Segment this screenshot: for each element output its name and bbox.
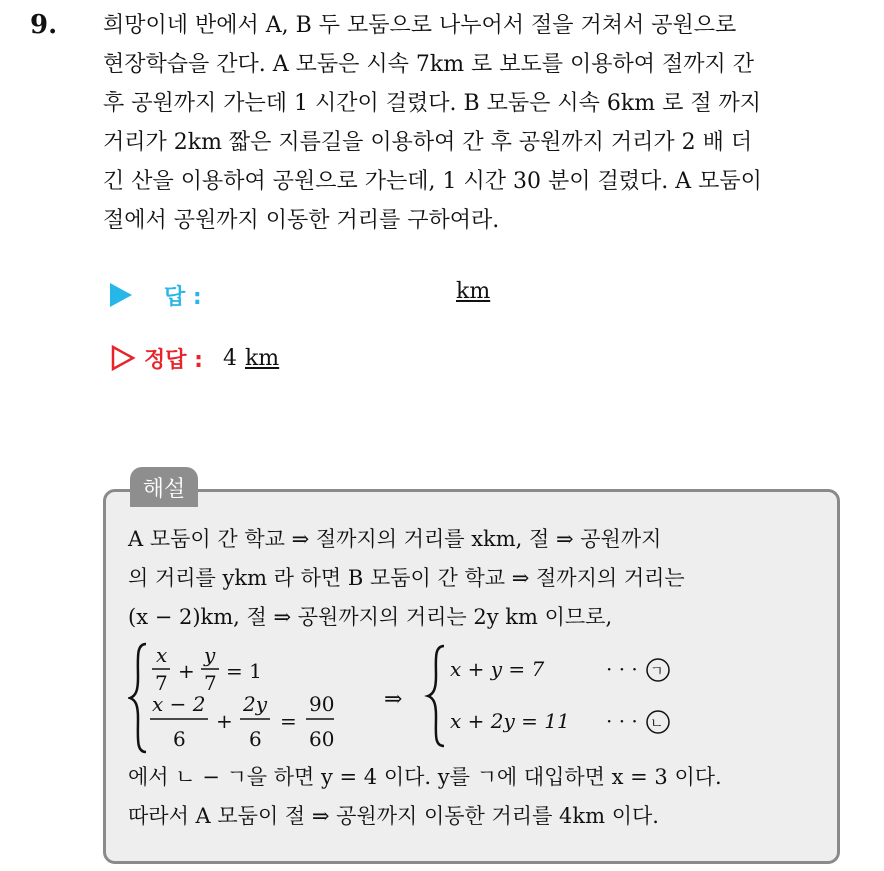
left-brace-icon <box>130 644 146 752</box>
eq-right-1-mark: ㄱ <box>650 664 664 680</box>
eq2-rhs-num: 90 <box>309 692 335 716</box>
question-line: 후 공원까지 가는데 1 시간이 걸렸다. B 모둠은 시속 6km 로 절 까지 <box>103 91 762 116</box>
explanation-line: A 모둠이 간 학교 ⇒ 절까지의 거리를 xkm, 절 ⇒ 공원까지 <box>128 527 662 551</box>
answer-label: 답 : <box>164 284 202 310</box>
eq-right-1-dots: · · · <box>606 657 638 681</box>
explanation-line: 에서 ㄴ − ㄱ을 하면 y = 4 이다. y를 ㄱ에 대입하면 x = 3 이다. <box>128 765 722 789</box>
eq-right-2-dots: · · · <box>606 709 638 733</box>
eq2-equals: = <box>280 709 297 733</box>
explanation-text-bottom <box>128 758 828 836</box>
eq-right-1: x + y = 7 <box>450 657 545 681</box>
eq-right-2: x + 2y = 11 <box>450 709 570 733</box>
eq1-plus: + <box>178 659 195 683</box>
question-text <box>103 6 863 240</box>
eq1-frac1-den: 7 <box>155 671 168 695</box>
correct-answer-row <box>110 340 279 376</box>
correct-triangle-icon <box>110 345 136 371</box>
answer-triangle-icon <box>110 283 132 307</box>
explanation-line: (x − 2)km, 절 ⇒ 공원까지의 거리는 2y km 이므로, <box>128 605 613 629</box>
answer-row <box>110 277 491 313</box>
answer-unit: km <box>456 279 491 304</box>
eq1-frac2-den: 7 <box>204 671 217 695</box>
correct-answer-label: 정답 : <box>144 347 203 373</box>
correct-answer-unit: km <box>244 345 280 371</box>
eq2-frac1-num: x − 2 <box>152 692 206 716</box>
eq-right-2-mark: ㄴ <box>650 716 664 732</box>
question-line: 희망이네 반에서 A, B 두 모둠으로 나누어서 절을 거쳐서 공원으로 <box>103 13 737 38</box>
eq1-frac2-num: y <box>204 643 216 667</box>
explanation-line: 의 거리를 ykm 라 하면 B 모둠이 간 학교 ⇒ 절까지의 거리는 <box>128 566 685 590</box>
eq2-plus: + <box>216 709 233 733</box>
question-line: 현장학습을 간다. A 모둠은 시속 7km 로 보도를 이용하여 절까지 간 <box>103 52 755 77</box>
question-line: 절에서 공원까지 이동한 거리를 구하여라. <box>103 208 500 233</box>
eq2-frac1-den: 6 <box>173 727 186 751</box>
right-brace-icon <box>428 646 444 746</box>
eq2-frac2-den: 6 <box>249 727 262 751</box>
explanation-text-top <box>128 520 828 637</box>
explanation-line: 따라서 A 모둠이 절 ⇒ 공원까지 이동한 거리를 4km 이다. <box>128 804 659 828</box>
question-number: 9. <box>30 10 58 40</box>
explanation-tab: 해설 <box>130 467 198 507</box>
eq2-frac2-num: 2y <box>243 692 268 716</box>
eq2-rhs-den: 60 <box>309 727 335 751</box>
correct-answer-value: 4 <box>222 345 237 371</box>
implies-arrow: ⇒ <box>384 687 403 712</box>
eq1-rhs: = 1 <box>226 659 262 683</box>
equation-system <box>128 638 688 758</box>
question-line: 거리가 2km 짧은 지름길을 이용하여 간 후 공원까지 거리가 2 배 더 <box>103 130 753 155</box>
eq1-frac1-num: x <box>156 643 168 667</box>
question-line: 긴 산을 이용하여 공원으로 가는데, 1 시간 30 분이 걸렸다. A 모둠이 <box>103 169 762 194</box>
